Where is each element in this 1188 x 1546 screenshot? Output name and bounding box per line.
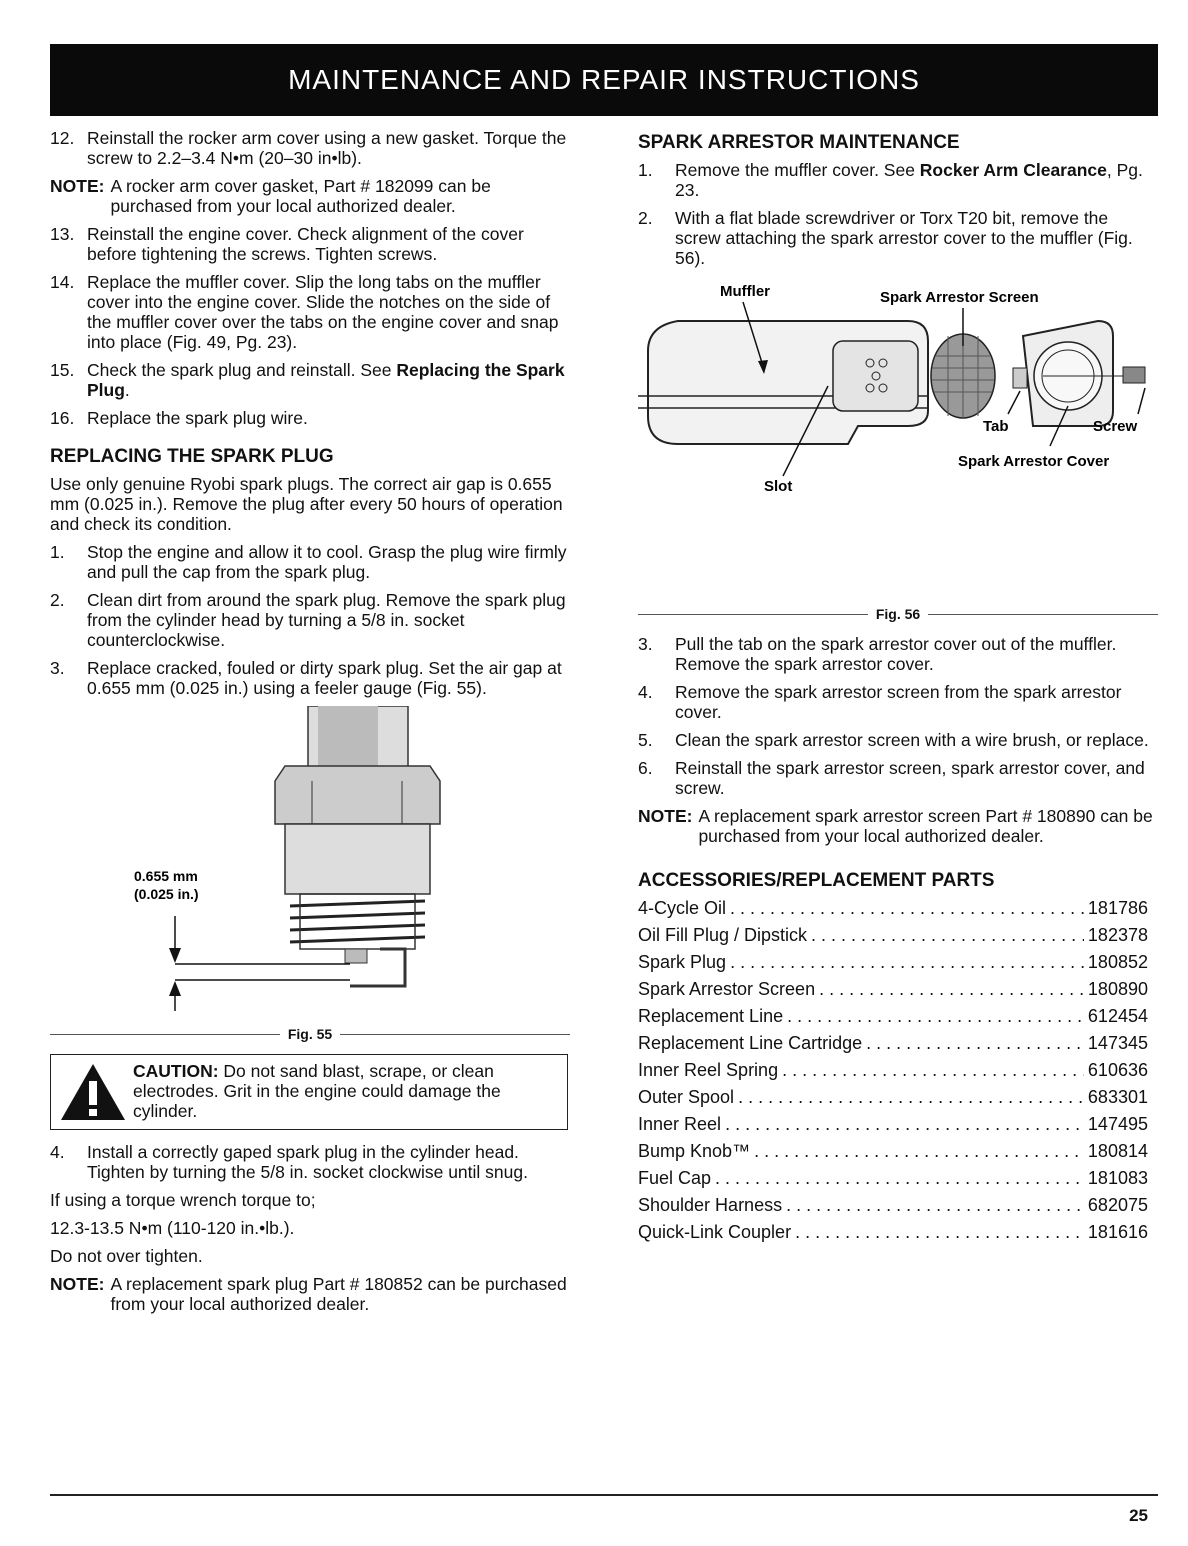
fig-caption-text: Fig. 56 xyxy=(875,606,921,622)
part-row xyxy=(638,1006,1148,1033)
figure-56 xyxy=(638,276,1158,624)
step-1 xyxy=(50,542,570,582)
step-text xyxy=(87,360,570,400)
part-row xyxy=(638,1087,1148,1114)
step-number: 15. xyxy=(50,360,75,380)
figure-55 xyxy=(50,706,570,1044)
step-number: 2. xyxy=(50,590,65,610)
step-text: Install a correctly gaped spark plug in the cylinder head. Tighten by turning the 5/8 in. socket clockwise until snug. xyxy=(87,1142,528,1182)
muffler-illustration xyxy=(638,276,1158,596)
torque-line-3: Do not over tighten. xyxy=(50,1246,203,1266)
part-number: 147345 xyxy=(1087,1033,1148,1053)
label-tab: Tab xyxy=(983,418,1009,435)
leader-dots xyxy=(725,1114,1084,1134)
part-number: 683301 xyxy=(1087,1087,1148,1107)
part-number: 181083 xyxy=(1087,1168,1148,1188)
label-spark-arrestor-screen: Spark Arrestor Screen xyxy=(880,289,1039,306)
part-name: Inner Reel Spring xyxy=(638,1060,779,1080)
step-text: Pull the tab on the spark arrestor cover out of the muffler. Remove the spark arrestor cover. xyxy=(675,634,1117,674)
step-13 xyxy=(50,224,570,264)
section-title-parts: ACCESSORIES/REPLACEMENT PARTS xyxy=(638,870,995,891)
part-number: 612454 xyxy=(1087,1006,1148,1026)
note-text: A replacement spark arrestor screen Part # 180890 can be purchased from your local authorized dealer. xyxy=(698,806,1153,846)
part-name: Inner Reel xyxy=(638,1114,722,1134)
leader-dots xyxy=(819,979,1084,999)
part-row xyxy=(638,1033,1148,1060)
step-number: 13. xyxy=(50,224,75,244)
step-text-end: . xyxy=(124,380,130,400)
part-name: Replacement Line Cartridge xyxy=(638,1033,863,1053)
label-muffler: Muffler xyxy=(720,283,770,300)
part-number: 180852 xyxy=(1087,952,1148,972)
step-number: 16. xyxy=(50,408,75,428)
arrestor-step-6 xyxy=(638,758,1158,798)
part-name: Bump Knob™ xyxy=(638,1141,751,1161)
part-number: 181786 xyxy=(1087,898,1148,918)
fig-56-caption xyxy=(638,604,1158,624)
right-column xyxy=(638,128,1158,1249)
arrestor-step-1 xyxy=(638,160,1158,200)
step-text: Replace the muffler cover. Slip the long tabs on the muffler cover into the engine cover. Slide the notches on the side of the muffler cover over the tabs on the engine cover and snap into place (Fig. 49, Pg. 23). xyxy=(87,272,559,352)
step-14 xyxy=(50,272,570,352)
step-number: 4. xyxy=(638,682,653,702)
section-title-spark-plug: REPLACING THE SPARK PLUG xyxy=(50,446,334,467)
part-row xyxy=(638,952,1148,979)
step-16 xyxy=(50,408,570,428)
torque-line-1: If using a torque wrench torque to; xyxy=(50,1190,316,1210)
note-arrestor-screen xyxy=(638,806,1158,846)
part-name: Spark Arrestor Screen xyxy=(638,979,816,999)
arrestor-step-5 xyxy=(638,730,1158,750)
spark-plug-illustration xyxy=(50,706,570,1016)
part-name: 4-Cycle Oil xyxy=(638,898,727,918)
step-number: 12. xyxy=(50,128,75,148)
step-text: Replace cracked, fouled or dirty spark plug. Set the air gap at 0.655 mm (0.025 in.) using a feeler gauge (Fig. 55). xyxy=(87,658,562,698)
step-text: Stop the engine and allow it to cool. Grasp the plug wire firmly and pull the cap from the spark plug. xyxy=(87,542,567,582)
step-text: Replace the spark plug wire. xyxy=(87,408,308,428)
part-name: Replacement Line xyxy=(638,1006,784,1026)
step-text: Reinstall the engine cover. Check alignment of the cover before tightening the screws. Tighten screws. xyxy=(87,224,524,264)
part-number: 181616 xyxy=(1087,1222,1148,1242)
part-row xyxy=(638,898,1148,925)
part-row xyxy=(638,979,1148,1006)
page-title: MAINTENANCE AND REPAIR INSTRUCTIONS xyxy=(288,64,920,95)
page-header-banner xyxy=(50,44,1158,116)
note-spark-plug xyxy=(50,1274,570,1314)
caution-label: CAUTION: xyxy=(133,1061,219,1081)
label-spark-arrestor-cover: Spark Arrestor Cover xyxy=(958,453,1110,470)
torque-line-2: 12.3-13.5 N•m (110-120 in.•lb.). xyxy=(50,1218,295,1238)
arrestor-step-4 xyxy=(638,682,1158,722)
leader-dots xyxy=(795,1222,1084,1242)
part-number: 682075 xyxy=(1087,1195,1148,1215)
step-number: 1. xyxy=(638,160,653,180)
leader-dots xyxy=(811,925,1084,945)
note-text: A rocker arm cover gasket, Part # 182099 can be purchased from your local authorized dealer. xyxy=(110,176,491,216)
section-title-spark-arrestor: SPARK ARRESTOR MAINTENANCE xyxy=(638,132,960,153)
note-gasket xyxy=(50,176,570,216)
note-text: A replacement spark plug Part # 180852 can be purchased from your local authorized dealer. xyxy=(110,1274,567,1314)
spark-plug-intro: Use only genuine Ryobi spark plugs. The correct air gap is 0.655 mm (0.025 in.). Remove the plug after every 50 hours of operation and check its condition. xyxy=(50,474,563,534)
part-number: 180890 xyxy=(1087,979,1148,999)
part-name: Outer Spool xyxy=(638,1087,735,1107)
step-number: 3. xyxy=(50,658,65,678)
leader-dots xyxy=(786,1195,1084,1215)
page-number: 25 xyxy=(1129,1506,1148,1525)
step-text: With a flat blade screwdriver or Torx T20 bit, remove the screw attaching the spark arrestor cover to the muffler (Fig. 56). xyxy=(675,208,1133,268)
step-text-plain: Check the spark plug and reinstall. See xyxy=(87,360,397,380)
step-number: 3. xyxy=(638,634,653,654)
caution-text-block xyxy=(127,1061,559,1121)
part-number: 180814 xyxy=(1087,1141,1148,1161)
step-text xyxy=(675,160,1158,200)
part-name: Shoulder Harness xyxy=(638,1195,783,1215)
step-text-plain: Remove the muffler cover. See xyxy=(675,160,920,180)
step-2 xyxy=(50,590,570,650)
step-12 xyxy=(50,128,570,168)
part-row xyxy=(638,1195,1148,1222)
step-number: 5. xyxy=(638,730,653,750)
gap-in-label: (0.025 in.) xyxy=(134,886,199,902)
step-number: 1. xyxy=(50,542,65,562)
step-15 xyxy=(50,360,570,400)
left-column xyxy=(50,128,570,1322)
cross-reference-link: Replacing the Spark Plug xyxy=(87,360,565,400)
part-row xyxy=(638,1141,1148,1168)
step-text: Clean the spark arrestor screen with a wire brush, or replace. xyxy=(675,730,1149,750)
part-name: Spark Plug xyxy=(638,952,727,972)
cross-reference-link: Rocker Arm Clearance xyxy=(919,160,1107,180)
part-number: 610636 xyxy=(1087,1060,1148,1080)
part-number: 182378 xyxy=(1087,925,1148,945)
step-number: 2. xyxy=(638,208,653,228)
step-text: Clean dirt from around the spark plug. Remove the spark plug from the cylinder head by turning a 5/8 in. socket counterclockwise. xyxy=(87,590,566,650)
step-number: 6. xyxy=(638,758,653,778)
step-number: 4. xyxy=(50,1142,65,1162)
part-row xyxy=(638,1168,1148,1195)
step-3 xyxy=(50,658,570,698)
part-row xyxy=(638,925,1148,952)
label-slot: Slot xyxy=(764,478,793,495)
leader-dots xyxy=(787,1006,1084,1026)
part-row xyxy=(638,1060,1148,1087)
leader-dots xyxy=(730,952,1084,972)
step-text: Reinstall the spark arrestor screen, spark arrestor cover, and screw. xyxy=(675,758,1145,798)
warning-triangle-icon xyxy=(59,1061,127,1123)
leader-dots xyxy=(866,1033,1084,1053)
part-number: 147495 xyxy=(1087,1114,1148,1134)
part-name: Oil Fill Plug / Dipstick xyxy=(638,925,808,945)
footer-divider xyxy=(50,1494,1158,1496)
step-4 xyxy=(50,1142,570,1182)
step-number: 14. xyxy=(50,272,75,292)
part-name: Fuel Cap xyxy=(638,1168,712,1188)
caution-text: Do not sand blast, scrape, or clean electrodes. Grit in the engine could damage the cylinder. xyxy=(133,1061,501,1121)
leader-dots xyxy=(782,1060,1084,1080)
fig-55-caption xyxy=(50,1024,570,1044)
note-label: NOTE: xyxy=(638,806,693,826)
part-row xyxy=(638,1114,1148,1141)
label-screw: Screw xyxy=(1093,418,1138,435)
leader-dots xyxy=(754,1141,1084,1161)
note-label: NOTE: xyxy=(50,1274,105,1294)
step-text: Remove the spark arrestor screen from the spark arrestor cover. xyxy=(675,682,1122,722)
caution-box xyxy=(50,1054,568,1130)
fig-caption-text: Fig. 55 xyxy=(287,1026,333,1042)
step-text-end: , Pg. 23. xyxy=(675,160,1143,200)
note-label: NOTE: xyxy=(50,176,105,196)
step-text: Reinstall the rocker arm cover using a new gasket. Torque the screw to 2.2–3.4 N•m (20–30 in•lb). xyxy=(87,128,567,168)
leader-dots xyxy=(738,1087,1084,1107)
leader-dots xyxy=(715,1168,1084,1188)
gap-mm-label: 0.655 mm xyxy=(134,868,198,884)
part-row xyxy=(638,1222,1148,1249)
part-name: Quick-Link Coupler xyxy=(638,1222,792,1242)
leader-dots xyxy=(730,898,1084,918)
arrestor-step-3 xyxy=(638,634,1158,674)
parts-list xyxy=(638,898,1148,1249)
arrestor-step-2 xyxy=(638,208,1158,268)
